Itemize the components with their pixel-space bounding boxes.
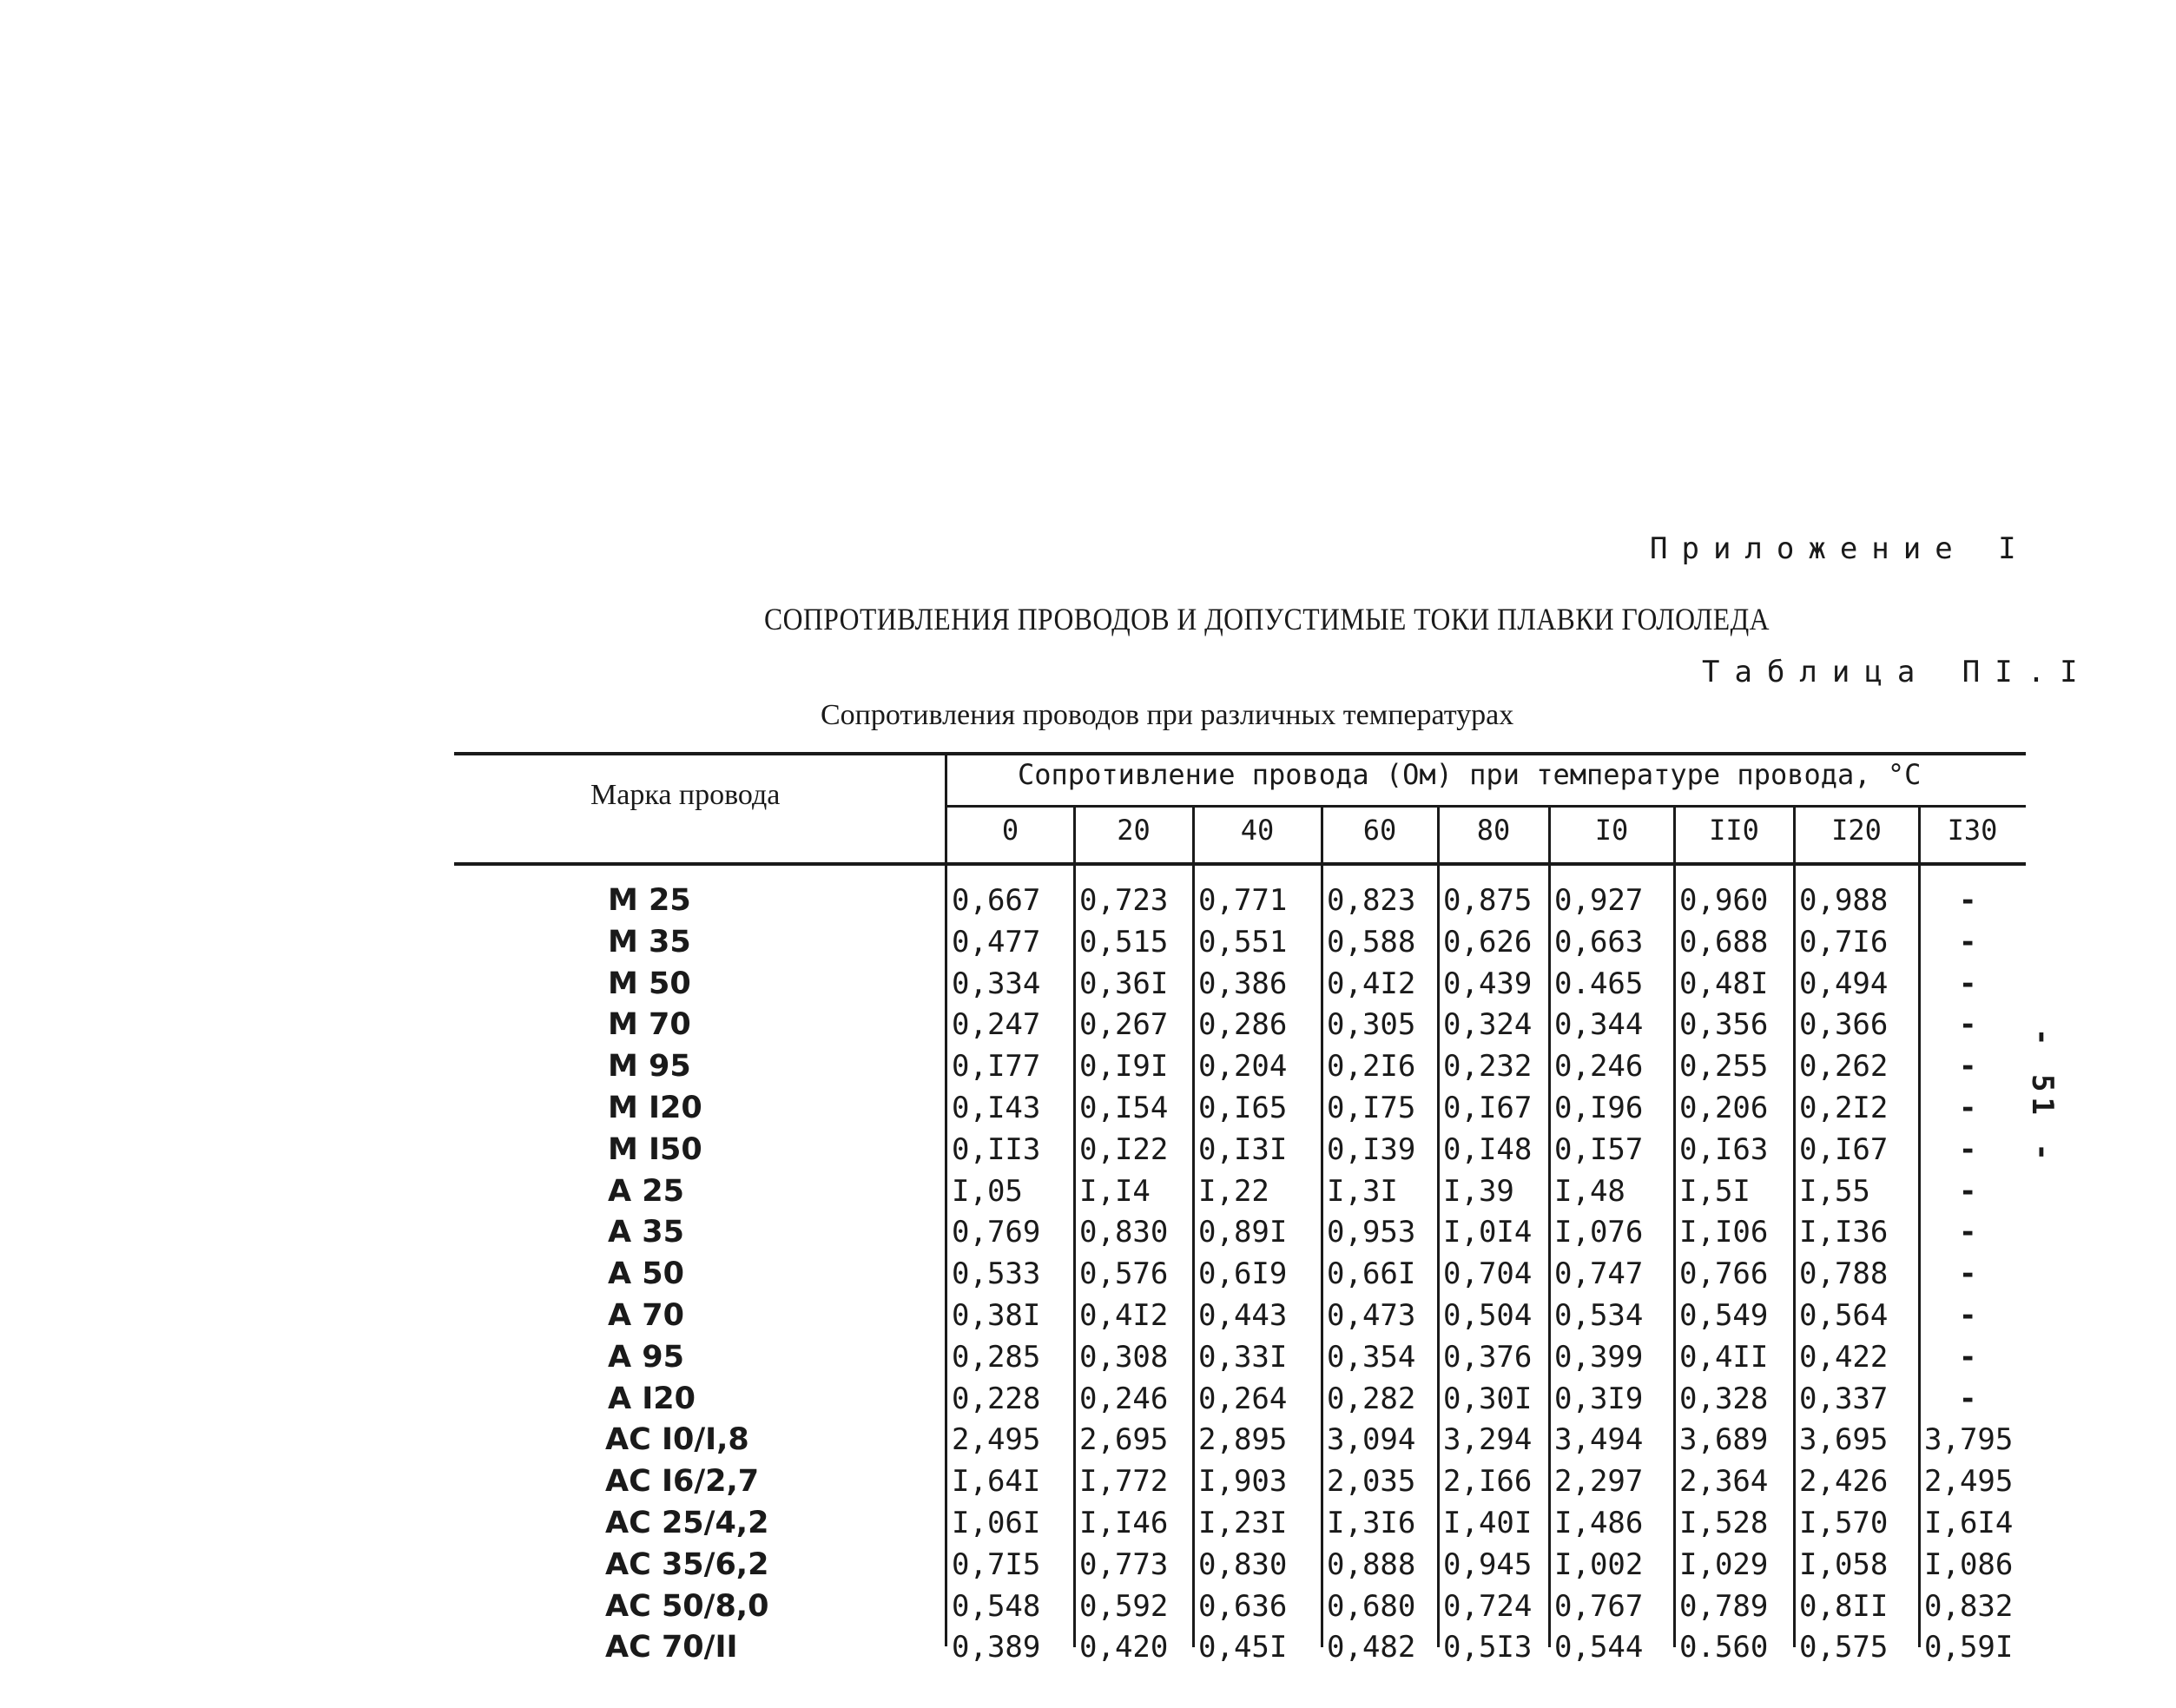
resistance-value-cell: 0,308: [1079, 1339, 1169, 1375]
resistance-value-cell: 0,680: [1327, 1588, 1416, 1624]
resistance-value-cell: 0,4I2: [1327, 966, 1416, 1001]
resistance-value-cell: I,5I: [1679, 1173, 1751, 1209]
resistance-value-cell: 0,30I: [1443, 1381, 1533, 1416]
resistance-value-cell: 0,663: [1554, 924, 1644, 960]
temperature-header-cell: I0: [1594, 814, 1629, 847]
appendix-label: Приложение I: [1650, 531, 2030, 566]
resistance-value-cell: 0,830: [1079, 1215, 1169, 1250]
resistance-value-cell: 0,564: [1799, 1298, 1889, 1333]
resistance-value-cell: 0,I3I: [1198, 1131, 1288, 1167]
wire-type-cell: М I20: [608, 1091, 702, 1125]
resistance-value-cell: 0,823: [1327, 883, 1416, 918]
resistance-value-cell: 0,473: [1327, 1298, 1416, 1333]
column-divider: [1073, 807, 1076, 1647]
resistance-value-cell: 0,I9I: [1079, 1049, 1169, 1085]
resistance-value-cell: I,058: [1799, 1546, 1889, 1582]
resistance-value-cell: 0,2I6: [1327, 1049, 1416, 1085]
resistance-value-cell: 0,789: [1679, 1588, 1769, 1624]
resistance-value-cell: I,40I: [1443, 1506, 1533, 1540]
resistance-value-cell: -: [1959, 1007, 1977, 1043]
resistance-value-cell: 0,366: [1799, 1007, 1889, 1043]
resistance-value-cell: 0,422: [1799, 1339, 1889, 1375]
resistance-value-cell: 0,788: [1799, 1256, 1889, 1292]
resistance-value-cell: 0,I65: [1198, 1091, 1288, 1125]
resistance-value-cell: 0,482: [1327, 1630, 1416, 1665]
temperature-header-cell: 20: [1117, 814, 1151, 847]
page-number: - 51 -: [2025, 1028, 2060, 1166]
resistance-value-cell: 0,389: [952, 1630, 1041, 1665]
resistance-value-cell: -: [1959, 1298, 1977, 1333]
resistance-value-cell: 0,443: [1198, 1298, 1288, 1333]
resistance-value-cell: 0,420: [1079, 1630, 1169, 1665]
main-title: СОПРОТИВЛЕНИЯ ПРОВОДОВ И ДОПУСТИМЫЕ ТОКИ ПЛАВКИ ГОЛОЛЕДА: [764, 602, 1770, 636]
resistance-value-cell: 0,636: [1198, 1588, 1288, 1624]
resistance-value-cell: 0,I67: [1443, 1091, 1533, 1125]
resistance-value-cell: I,I46: [1079, 1506, 1169, 1540]
wire-type-cell: А 50: [608, 1256, 684, 1292]
wire-type-cell: М 35: [608, 924, 691, 960]
resistance-value-cell: 0,36I: [1079, 966, 1169, 1001]
temperature-header-cell: I20: [1831, 814, 1882, 847]
resistance-value-cell: 2,I66: [1443, 1464, 1533, 1500]
resistance-value-cell: 0,399: [1554, 1339, 1644, 1375]
resistance-value-cell: 0,356: [1679, 1007, 1769, 1043]
temperature-header-cell: II0: [1709, 814, 1759, 847]
wire-column-header: Марка провода: [590, 779, 781, 811]
resistance-value-cell: 0,246: [1554, 1049, 1644, 1085]
resistance-value-cell: 3,689: [1679, 1422, 1769, 1458]
table-top-rule: [454, 752, 2026, 755]
resistance-value-cell: 0,830: [1198, 1546, 1288, 1582]
resistance-value-cell: I,903: [1198, 1464, 1288, 1500]
resistance-value-cell: 0,204: [1198, 1049, 1288, 1085]
resistance-value-cell: 0,439: [1443, 966, 1533, 1001]
resistance-value-cell: -: [1959, 883, 1977, 918]
resistance-value-cell: -: [1959, 1256, 1977, 1292]
resistance-value-cell: -: [1959, 1381, 1977, 1416]
resistance-value-cell: 0,747: [1554, 1256, 1644, 1292]
temperature-header-cell: 80: [1476, 814, 1511, 847]
resistance-value-cell: 0,515: [1079, 924, 1169, 960]
resistance-value-cell: 0,I48: [1443, 1131, 1533, 1167]
resistance-value-cell: 0,548: [952, 1588, 1041, 1624]
resistance-value-cell: 0,38I: [952, 1298, 1041, 1333]
wire-type-cell: М I50: [608, 1131, 702, 1167]
resistance-value-cell: 0,66I: [1327, 1256, 1416, 1292]
resistance-value-cell: 0,875: [1443, 883, 1533, 918]
wire-type-cell: АС I0/I,8: [605, 1422, 749, 1458]
resistance-value-cell: 0,4II: [1679, 1339, 1769, 1375]
resistance-value-cell: 0,45I: [1198, 1630, 1288, 1665]
resistance-value-cell: I,086: [1924, 1546, 2014, 1582]
resistance-value-cell: 0,48I: [1679, 966, 1769, 1001]
resistance-value-cell: 0,I77: [952, 1049, 1041, 1085]
resistance-value-cell: I,05: [952, 1173, 1023, 1209]
resistance-value-cell: 0,337: [1799, 1381, 1889, 1416]
resistance-value-cell: -: [1959, 1131, 1977, 1167]
resistance-value-cell: 0,59I: [1924, 1630, 2014, 1665]
temperature-header-cell: I30: [1947, 814, 1998, 847]
resistance-value-cell: 0,I75: [1327, 1091, 1416, 1125]
resistance-value-cell: -: [1959, 1173, 1977, 1209]
resistance-value-cell: 0,945: [1443, 1546, 1533, 1582]
resistance-value-cell: I,029: [1679, 1546, 1769, 1582]
resistance-value-cell: 0,267: [1079, 1007, 1169, 1043]
resistance-value-cell: 0,626: [1443, 924, 1533, 960]
resistance-value-cell: 0.560: [1679, 1630, 1769, 1665]
wire-type-cell: М 70: [608, 1007, 691, 1043]
resistance-value-cell: 0,286: [1198, 1007, 1288, 1043]
resistance-value-cell: I,772: [1079, 1464, 1169, 1500]
wire-type-cell: М 50: [608, 966, 691, 1001]
resistance-value-cell: 0,477: [952, 924, 1041, 960]
resistance-value-cell: 0,4I2: [1079, 1298, 1169, 1333]
resistance-value-cell: 0,773: [1079, 1546, 1169, 1582]
wire-type-cell: А 25: [608, 1173, 684, 1209]
resistance-value-cell: I,06I: [952, 1506, 1041, 1540]
wire-column-divider: [945, 752, 947, 1646]
resistance-value-cell: 3,094: [1327, 1422, 1416, 1458]
resistance-value-cell: -: [1959, 1339, 1977, 1375]
resistance-value-cell: 0,I39: [1327, 1131, 1416, 1167]
resistance-value-cell: 3,294: [1443, 1422, 1533, 1458]
resistance-value-cell: 0,960: [1679, 883, 1769, 918]
resistance-value-cell: 0,988: [1799, 883, 1889, 918]
resistance-value-cell: 0,544: [1554, 1630, 1644, 1665]
resistance-value-cell: -: [1959, 1215, 1977, 1250]
resistance-value-cell: 0,504: [1443, 1298, 1533, 1333]
wire-type-cell: АС 25/4,2: [605, 1506, 769, 1540]
temperature-header-rule: [946, 805, 2026, 808]
resistance-value-cell: 0,704: [1443, 1256, 1533, 1292]
resistance-value-cell: I,570: [1799, 1506, 1889, 1540]
column-divider: [1548, 807, 1551, 1647]
resistance-value-cell: 0,285: [952, 1339, 1041, 1375]
resistance-value-cell: 0,8II: [1799, 1588, 1889, 1624]
resistance-value-cell: I,3I: [1327, 1173, 1398, 1209]
resistance-value-cell: 0,769: [952, 1215, 1041, 1250]
column-divider: [1321, 807, 1323, 1647]
resistance-value-cell: 0,953: [1327, 1215, 1416, 1250]
resistance-value-cell: 0,I43: [952, 1091, 1041, 1125]
column-divider: [1918, 807, 1921, 1647]
resistance-value-cell: 0,549: [1679, 1298, 1769, 1333]
resistance-value-cell: I,486: [1554, 1506, 1644, 1540]
resistance-value-cell: 0,354: [1327, 1339, 1416, 1375]
resistance-value-cell: 0,262: [1799, 1049, 1889, 1085]
resistance-column-header: Сопротивление провода (Ом) при температуре провода, °С: [1018, 758, 1922, 791]
table-caption: Сопротивления проводов при различных температурах: [821, 699, 1514, 731]
resistance-value-cell: 0,5I3: [1443, 1630, 1533, 1665]
resistance-value-cell: 0,575: [1799, 1630, 1889, 1665]
resistance-value-cell: 0,2I2: [1799, 1091, 1889, 1125]
resistance-value-cell: I,39: [1443, 1173, 1514, 1209]
resistance-value-cell: 0,3I9: [1554, 1381, 1644, 1416]
resistance-value-cell: I,23I: [1198, 1506, 1288, 1540]
resistance-value-cell: I,I4: [1079, 1173, 1151, 1209]
resistance-value-cell: -: [1959, 1049, 1977, 1085]
resistance-value-cell: 0,667: [952, 883, 1041, 918]
resistance-value-cell: 0,927: [1554, 883, 1644, 918]
resistance-value-cell: I,528: [1679, 1506, 1769, 1540]
resistance-value-cell: 0,89I: [1198, 1215, 1288, 1250]
resistance-value-cell: 0,246: [1079, 1381, 1169, 1416]
column-divider: [1673, 807, 1676, 1647]
resistance-value-cell: 0,588: [1327, 924, 1416, 960]
resistance-value-cell: 0,305: [1327, 1007, 1416, 1043]
resistance-value-cell: 2,495: [1924, 1464, 2014, 1500]
resistance-value-cell: 0,534: [1554, 1298, 1644, 1333]
resistance-value-cell: 2,426: [1799, 1464, 1889, 1500]
wire-type-cell: АС 70/II: [605, 1630, 738, 1665]
resistance-value-cell: 0,494: [1799, 966, 1889, 1001]
resistance-value-cell: I,55: [1799, 1173, 1870, 1209]
resistance-value-cell: -: [1959, 1091, 1977, 1125]
resistance-value-cell: 0,832: [1924, 1588, 2014, 1624]
resistance-value-cell: 3,695: [1799, 1422, 1889, 1458]
resistance-value-cell: I,64I: [952, 1464, 1041, 1500]
resistance-value-cell: 0,771: [1198, 883, 1288, 918]
resistance-value-cell: 0,888: [1327, 1546, 1416, 1582]
resistance-value-cell: 0,I67: [1799, 1131, 1889, 1167]
table-label: Таблица ПI.I: [1702, 655, 2093, 689]
wire-type-cell: АС 35/6,2: [605, 1546, 769, 1582]
resistance-value-cell: 0,344: [1554, 1007, 1644, 1043]
resistance-value-cell: -: [1959, 966, 1977, 1001]
column-divider: [1437, 807, 1440, 1647]
temperature-header-cell: 60: [1362, 814, 1397, 847]
resistance-value-cell: 0,I57: [1554, 1131, 1644, 1167]
wire-type-cell: А 95: [608, 1339, 684, 1375]
resistance-value-cell: 0,376: [1443, 1339, 1533, 1375]
resistance-value-cell: 0,334: [952, 966, 1041, 1001]
resistance-value-cell: 0,767: [1554, 1588, 1644, 1624]
resistance-value-cell: 0,688: [1679, 924, 1769, 960]
column-divider: [1192, 807, 1195, 1647]
resistance-value-cell: 3,494: [1554, 1422, 1644, 1458]
resistance-value-cell: 0,I63: [1679, 1131, 1769, 1167]
temperature-header-cell: 0: [1001, 814, 1019, 847]
resistance-value-cell: 0,551: [1198, 924, 1288, 960]
resistance-value-cell: I,3I6: [1327, 1506, 1416, 1540]
resistance-value-cell: I,002: [1554, 1546, 1644, 1582]
resistance-value-cell: 0,724: [1443, 1588, 1533, 1624]
resistance-value-cell: 0.465: [1554, 966, 1644, 1001]
resistance-value-cell: 0,33I: [1198, 1339, 1288, 1375]
resistance-value-cell: 0,386: [1198, 966, 1288, 1001]
resistance-value-cell: 2,364: [1679, 1464, 1769, 1500]
resistance-value-cell: I,I36: [1799, 1215, 1889, 1250]
resistance-value-cell: 2,035: [1327, 1464, 1416, 1500]
resistance-value-cell: 2,495: [952, 1422, 1041, 1458]
resistance-value-cell: 0,206: [1679, 1091, 1769, 1125]
resistance-value-cell: I,6I4: [1924, 1506, 2014, 1540]
resistance-value-cell: I,0I4: [1443, 1215, 1533, 1250]
resistance-value-cell: 2,895: [1198, 1422, 1288, 1458]
resistance-value-cell: I,22: [1198, 1173, 1269, 1209]
resistance-value-cell: I,I06: [1679, 1215, 1769, 1250]
wire-type-cell: АС 50/8,0: [605, 1588, 769, 1624]
resistance-value-cell: 0,592: [1079, 1588, 1169, 1624]
resistance-value-cell: 0,328: [1679, 1381, 1769, 1416]
resistance-value-cell: 0,576: [1079, 1256, 1169, 1292]
resistance-value-cell: 0,II3: [952, 1131, 1041, 1167]
resistance-value-cell: 0,723: [1079, 883, 1169, 918]
header-bottom-rule: [454, 862, 2026, 866]
resistance-value-cell: 0,282: [1327, 1381, 1416, 1416]
resistance-value-cell: 2,297: [1554, 1464, 1644, 1500]
resistance-value-cell: 0,I54: [1079, 1091, 1169, 1125]
resistance-value-cell: 0,7I6: [1799, 924, 1889, 960]
resistance-value-cell: 0,I22: [1079, 1131, 1169, 1167]
resistance-value-cell: 0,6I9: [1198, 1256, 1288, 1292]
wire-type-cell: М 95: [608, 1049, 691, 1085]
resistance-value-cell: 0,255: [1679, 1049, 1769, 1085]
resistance-value-cell: 0,766: [1679, 1256, 1769, 1292]
resistance-value-cell: 0,232: [1443, 1049, 1533, 1085]
resistance-value-cell: 3,795: [1924, 1422, 2014, 1458]
wire-type-cell: А 35: [608, 1215, 684, 1250]
resistance-value-cell: 0,533: [952, 1256, 1041, 1292]
resistance-value-cell: 0,7I5: [952, 1546, 1041, 1582]
resistance-value-cell: 0,228: [952, 1381, 1041, 1416]
resistance-value-cell: 2,695: [1079, 1422, 1169, 1458]
resistance-value-cell: I,48: [1554, 1173, 1625, 1209]
resistance-value-cell: 0,324: [1443, 1007, 1533, 1043]
wire-type-cell: АС I6/2,7: [605, 1464, 760, 1500]
resistance-value-cell: 0,247: [952, 1007, 1041, 1043]
wire-type-cell: А I20: [608, 1381, 696, 1416]
resistance-value-cell: 0,I96: [1554, 1091, 1644, 1125]
temperature-header-cell: 40: [1240, 814, 1275, 847]
wire-type-cell: М 25: [608, 883, 691, 918]
resistance-value-cell: -: [1959, 924, 1977, 960]
column-divider: [1793, 807, 1796, 1647]
resistance-value-cell: I,076: [1554, 1215, 1644, 1250]
wire-type-cell: А 70: [608, 1298, 684, 1333]
resistance-value-cell: 0,264: [1198, 1381, 1288, 1416]
